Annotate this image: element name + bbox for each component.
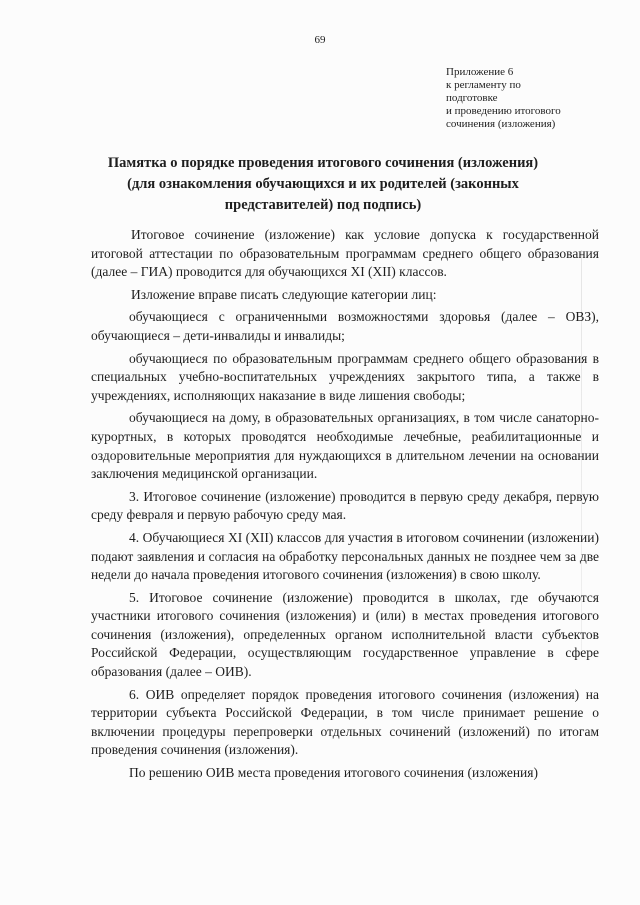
paragraph-category-home-schooling: обучающиеся на дому, в образовательных организациях, в том числе санаторно-курортных, в которых проводятся необходимые лечебные, реабилитационные и оздоровительные мероприятия для нуждающихся в длительном лечении на основании заключения медицинской организации. xyxy=(91,410,599,482)
document-title: Памятка о порядке проведения итогового сочинения (изложения) (для ознакомления обучающихся и их родителей (законных представителей) под подпись) xyxy=(107,155,539,213)
paragraph-categories-heading: Изложение вправе писать следующие категории лиц: xyxy=(131,286,437,302)
appendix-line: к регламенту по xyxy=(446,79,521,91)
appendix-note xyxy=(446,66,616,131)
paragraph-intro: Итоговое сочинение (изложение) как условие допуска к государственной итоговой аттестации по образовательным программам среднего общего образования (далее – ГИА) проводится для обучающихся XI (XII) классов. xyxy=(91,227,599,280)
appendix-line: подготовке xyxy=(446,92,498,104)
paragraph-item-5: 5. Итоговое сочинение (изложение) проводится в школах, где обучаются участники итогового сочинения (изложения) и (или) в местах проведения итогового сочинения (изложения), определенных органом исполнительной власти субъектов Российской Федерации, осуществляющим государственное управление в сфере образования (далее – ОИВ). xyxy=(91,589,599,680)
paragraph-item-6: 6. ОИВ определяет порядок проведения итогового сочинения (изложения) на территории субъекта Российской Федерации, в том числе принимает решение о включении процедуры перепроверки отдельных сочинений (изложений) по итогам проведения сочинения (изложения). xyxy=(91,686,599,758)
paragraph-category-ovz: обучающиеся с ограниченными возможностями здоровья (далее – ОВЗ), обучающиеся – дети-инвалиды и инвалиды; xyxy=(91,309,599,343)
paragraph-item-4: 4. Обучающиеся XI (XII) классов для участия в итоговом сочинении (изложении) подают заявления и согласия на обработку персональных данных не позднее чем за две недели до начала проведения итогового сочинения (изложения) в свою школу. xyxy=(91,529,599,583)
paragraph-category-closed-institutions: обучающиеся по образовательным программам среднего общего образования в специальных учебно-воспитательных учреждениях закрытого типа, а также в учреждениях, исполняющих наказание в виде лишения свободы; xyxy=(91,350,599,403)
appendix-line: сочинения (изложения) xyxy=(446,118,556,130)
appendix-line: Приложение 6 xyxy=(446,66,514,78)
paragraph-item-3: 3. Итоговое сочинение (изложение) проводится в первую среду декабря, первую среду февраля и первую рабочую среду мая. xyxy=(91,488,599,523)
paragraph-ovz-decision: По решению ОИВ места проведения итогового сочинения (изложения) xyxy=(129,765,538,781)
page-number: 69 xyxy=(314,34,326,46)
appendix-line: и проведению итогового xyxy=(446,105,561,117)
document-body xyxy=(91,226,599,787)
